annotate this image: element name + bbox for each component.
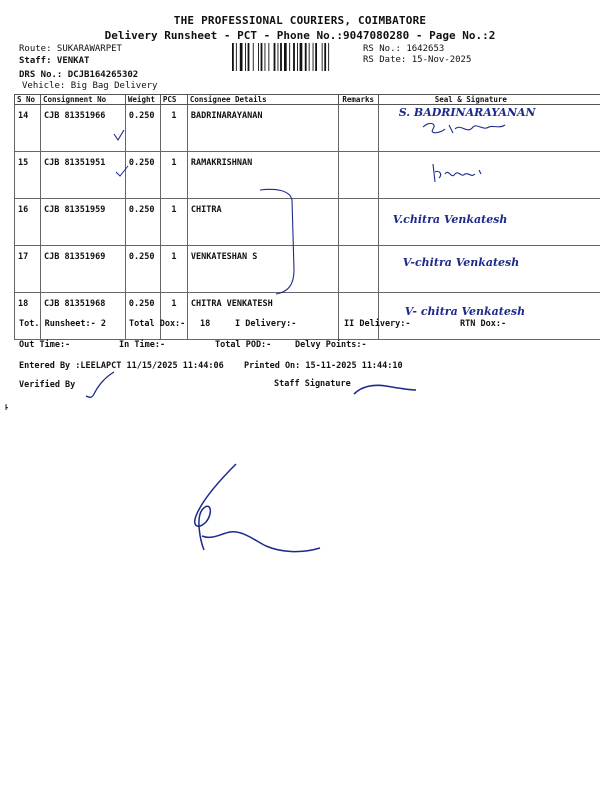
rtn-dox: RTN Dox:- bbox=[460, 319, 507, 329]
in-time: In Time:- bbox=[119, 340, 166, 350]
row-weight: 0.250 bbox=[125, 152, 160, 199]
total-dox-label: Total Dox:- bbox=[129, 319, 186, 329]
row-remarks bbox=[338, 293, 378, 340]
row-weight: 0.250 bbox=[125, 246, 160, 293]
total-pod: Total POD:- bbox=[215, 340, 272, 350]
row-pcs: 1 bbox=[160, 246, 187, 293]
row-consignee: VENKATESHAN S bbox=[187, 246, 338, 293]
signature-scribble bbox=[419, 119, 509, 139]
col-sno: S No bbox=[15, 95, 41, 105]
printed-on: Printed On: 15-11-2025 11:44:10 bbox=[244, 361, 403, 371]
handwritten-signature: V-chitra Venkatesh bbox=[402, 256, 520, 269]
row-pcs: 1 bbox=[160, 199, 187, 246]
row-remarks bbox=[338, 246, 378, 293]
margin-tick bbox=[2, 402, 12, 412]
ii-delivery: II Delivery:- bbox=[344, 319, 411, 329]
barcode bbox=[232, 43, 358, 71]
row-signature-cell bbox=[378, 246, 600, 293]
row-signature-cell bbox=[378, 293, 600, 340]
row-sno: 14 bbox=[15, 105, 41, 152]
total-runsheet: Tot. Runsheet:- 2 bbox=[19, 319, 106, 329]
col-consignment: Consignment No bbox=[40, 95, 125, 105]
row-remarks bbox=[338, 152, 378, 199]
staff-signature-ink bbox=[350, 380, 420, 400]
handwritten-signature: S. BADRINARAYANAN bbox=[398, 106, 536, 119]
row-remarks bbox=[338, 199, 378, 246]
row-consignee: CHITRA bbox=[187, 199, 338, 246]
route-label: Route: SUKARAWARPET bbox=[19, 44, 122, 54]
verified-by-label: Verified By bbox=[19, 380, 76, 390]
row-consignee: BADRINARAYANAN bbox=[187, 105, 338, 152]
col-weight: Weight bbox=[125, 95, 160, 105]
staff-label: Staff: VENKAT bbox=[19, 56, 90, 66]
handwritten-signature: V- chitra Venkatesh bbox=[404, 305, 526, 318]
out-time: Out Time:- bbox=[19, 340, 71, 350]
row-pcs: 1 bbox=[160, 105, 187, 152]
rs-date: RS Date: 15-Nov-2025 bbox=[363, 55, 472, 65]
row-sno: 15 bbox=[15, 152, 41, 199]
rs-number: RS No.: 1642653 bbox=[363, 44, 445, 54]
handwritten-signature: V.chitra Venkatesh bbox=[392, 213, 508, 226]
row-sno: 18 bbox=[15, 293, 41, 340]
i-delivery: I Delivery:- bbox=[235, 319, 297, 329]
row-sno: 16 bbox=[15, 199, 41, 246]
staff-signature-label: Staff Signature bbox=[274, 379, 351, 389]
large-signature bbox=[180, 460, 360, 560]
total-dox-value: 18 bbox=[200, 319, 211, 329]
row-weight: 0.250 bbox=[125, 199, 160, 246]
delvy-points: Delvy Points:- bbox=[295, 340, 367, 350]
row-consignee: RAMAKRISHNAN bbox=[187, 152, 338, 199]
row-consignment: CJB 81351966 bbox=[40, 105, 125, 152]
verified-signature bbox=[80, 370, 120, 402]
row-weight: 0.250 bbox=[125, 105, 160, 152]
col-consignee: Consignee Details bbox=[187, 95, 338, 105]
col-remarks: Remarks bbox=[338, 95, 378, 105]
runsheet-subtitle: Delivery Runsheet - PCT - Phone No.:9047080280 - Page No.:2 bbox=[104, 29, 496, 42]
row-sno: 17 bbox=[15, 246, 41, 293]
table-header-row bbox=[15, 95, 600, 105]
row-signature-cell bbox=[378, 105, 600, 152]
row-pcs: 1 bbox=[160, 152, 187, 199]
col-seal-signature: Seal & Signature bbox=[378, 95, 600, 105]
row-consignment: CJB 81351951 bbox=[40, 152, 125, 199]
vehicle-label: Vehicle: Big Bag Delivery bbox=[22, 81, 158, 91]
drs-number: DRS No.: DCJB164265302 bbox=[19, 70, 139, 80]
row-weight: 0.250 bbox=[125, 293, 160, 340]
row-consignment: CJB 81351968 bbox=[40, 293, 125, 340]
signature-scribble bbox=[429, 160, 489, 186]
row-remarks bbox=[338, 105, 378, 152]
col-pcs: PCS bbox=[160, 95, 187, 105]
row-pcs: 1 bbox=[160, 293, 187, 340]
row-signature-cell bbox=[378, 199, 600, 246]
row-signature-cell bbox=[378, 152, 600, 199]
entered-by: Entered By :LEELAPCT 11/15/2025 11:44:06 bbox=[19, 361, 224, 371]
row-consignee: CHITRA VENKATESH bbox=[187, 293, 338, 340]
row-consignment: CJB 81351969 bbox=[40, 246, 125, 293]
company-title: THE PROFESSIONAL COURIERS, COIMBATORE bbox=[173, 14, 427, 27]
pen-marks bbox=[100, 120, 320, 320]
row-consignment: CJB 81351959 bbox=[40, 199, 125, 246]
